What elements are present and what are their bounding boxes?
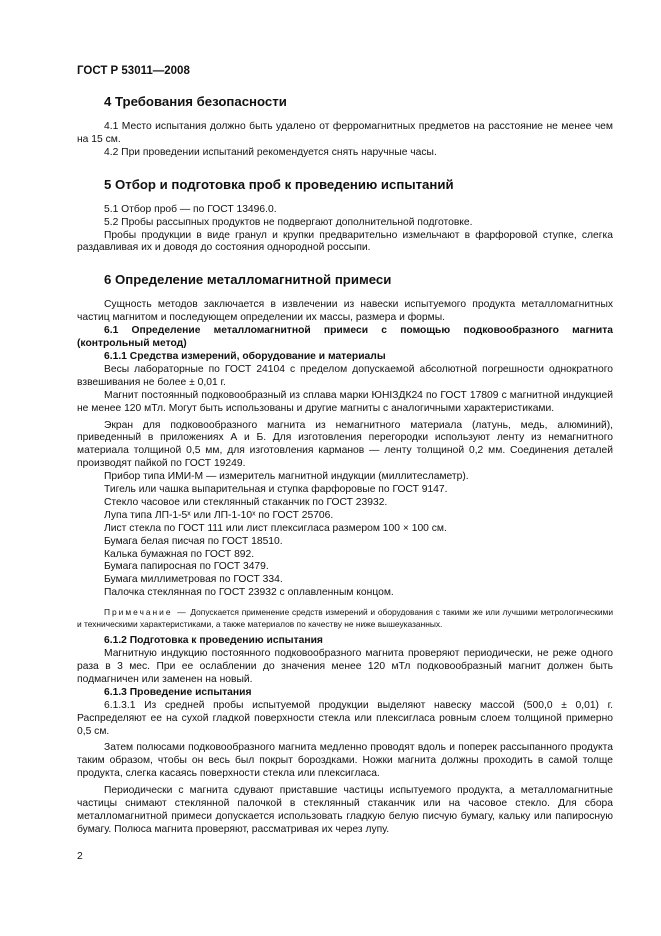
list-item: Лупа типа ЛП-1-5ˣ или ЛП-1-10ˣ по ГОСТ 25706. (104, 509, 334, 521)
paragraph-6-intro: Сущность методов заключается в извлечении из навески испытуемого продукта металломагнитных частиц магнитом и последующем определении их массы, размера и формы. (77, 299, 613, 324)
paragraph-scales: Весы лабораторные по ГОСТ 24104 с пределом допускаемой абсолютной погрешности однократного взвешивания не более ± 0,01 г. (77, 363, 613, 388)
section-4-title: 4 Требования безопасности (104, 94, 287, 109)
list-item: Калька бумажная по ГОСТ 892. (104, 548, 255, 560)
equipment-list (77, 471, 613, 600)
document-page (77, 64, 613, 837)
list-item: Тигель или чашка выпарительная и ступка фарфоровые по ГОСТ 9147. (104, 484, 448, 496)
list-item: Прибор типа ИМИ-М — измеритель магнитной индукции (миллитесламетр). (104, 471, 469, 483)
section-6-title: 6 Определение металломагнитной примеси (104, 272, 392, 288)
paragraph-6-1-3-1: 6.1.3.1 Из средней пробы испытуемой продукции выделяют навеску массой (500,0 ± 0,01) г. Распределяют ее на сухой гладкой поверхности стекла или плексигласа ровным слоем толщиной примерно 0,5 см. (77, 699, 613, 737)
list-item: Палочка стеклянная по ГОСТ 23932 с оплавленным концом. (104, 587, 394, 599)
subsection-6-1-2-title: 6.1.2 Подготовка к проведению испытания (104, 635, 323, 647)
subsection-6-1-title: 6.1 Определение металломагнитной примеси с помощью подковообразного магнита (контрольный метод) (77, 325, 613, 350)
paragraph-screen: Экран для подковообразного магнита из немагнитного материала (латунь, медь, алюминий), приведенный в приложениях А и Б. Для изготовления перегородки используют ленту из немагнитного материала толщиной 0,5 мм, для изготовления карманов — ленту толщиной 0,2 мм. Соединения деталей производят пайкой по ГОСТ 19249. (77, 419, 613, 470)
section-5-title: 5 Отбор и подготовка проб к проведению испытаний (104, 176, 454, 192)
list-item: Бумага миллиметровая по ГОСТ 334. (104, 574, 283, 586)
paragraph-4-2: 4.2 При проведении испытаний рекомендуется снять наручные часы. (104, 146, 437, 158)
paragraph-5-1: 5.1 Отбор проб — по ГОСТ 13496.0. (104, 203, 277, 215)
list-item: Стекло часовое или стеклянный стаканчик по ГОСТ 23932. (104, 496, 388, 508)
list-item: Бумага белая писчая по ГОСТ 18510. (104, 535, 283, 547)
page-number: 2 (77, 851, 83, 862)
note (77, 606, 613, 630)
paragraph-5-3: Пробы продукции в виде гранул и крупки предварительно измельчают в фарфоровой ступке, слегка раздавливая их и доводя до состояния однородной россыпи. (77, 229, 613, 254)
paragraph-6-1-2: Магнитную индукцию постоянного подковообразного магнита проверяют периодически, не реже одного раза в 3 мес. При ее ослаблении до значения менее 120 мТл подковообразный магнит должен быть подмагничен или заменен на новый. (77, 648, 613, 685)
list-item: Бумага папиросная по ГОСТ 3479. (104, 561, 269, 573)
document-header: ГОСТ Р 53011—2008 (77, 65, 190, 77)
note-text: Допускается применение средств измерений и оборудования с такими же или лучшими метрологическими и техническими характеристиками, а также материалов по качеству не ниже вышеуказанных. (77, 607, 613, 630)
subsection-6-1-3-title: 6.1.3 Проведение испытания (104, 686, 252, 698)
paragraph-4-1: 4.1 Место испытания должно быть удалено от ферромагнитных предметов на расстояние не менее чем на 15 см. (77, 121, 613, 145)
paragraph-magnet: Магнит постоянный подковообразный из сплава марки ЮНІЗДК24 по ГОСТ 17809 с магнитной индукцией не менее 120 мТл. Могут быть использованы и другие магниты с аналогичными характеристиками. (77, 389, 613, 414)
subsection-6-1-1-title: 6.1.1 Средства измерений, оборудование и материалы (104, 350, 386, 362)
paragraph-magnet-poles: Затем полюсами подковообразного магнита медленно проводят вдоль и поперек рассыпанного продукта таким образом, чтобы он весь был покрыт бороздками. Ножки магнита должны проходить в самой толще продукта, слегка касаясь поверхности стекла или плексигласа. (77, 742, 613, 780)
paragraph-periodic: Периодически с магнита сдувают приставшие частицы испытуемого продукта, а металломагнитные частицы снимают стеклянной палочкой в стеклянный стаканчик или на часовое стекло. Для сбора металломагнитной примеси допускается использовать гладкую белую писчую бумагу, кальку или папиросную бумагу. Полюса магнита проверяют, рассматривая их через лупу. (77, 785, 613, 835)
paragraph-5-2: 5.2 Пробы рассыпных продуктов не подвергают дополнительной подготовке. (104, 216, 473, 228)
list-item: Лист стекла по ГОСТ 111 или лист плексигласа размером 100 × 100 см. (104, 522, 447, 534)
note-label: Примечание — (104, 607, 188, 618)
